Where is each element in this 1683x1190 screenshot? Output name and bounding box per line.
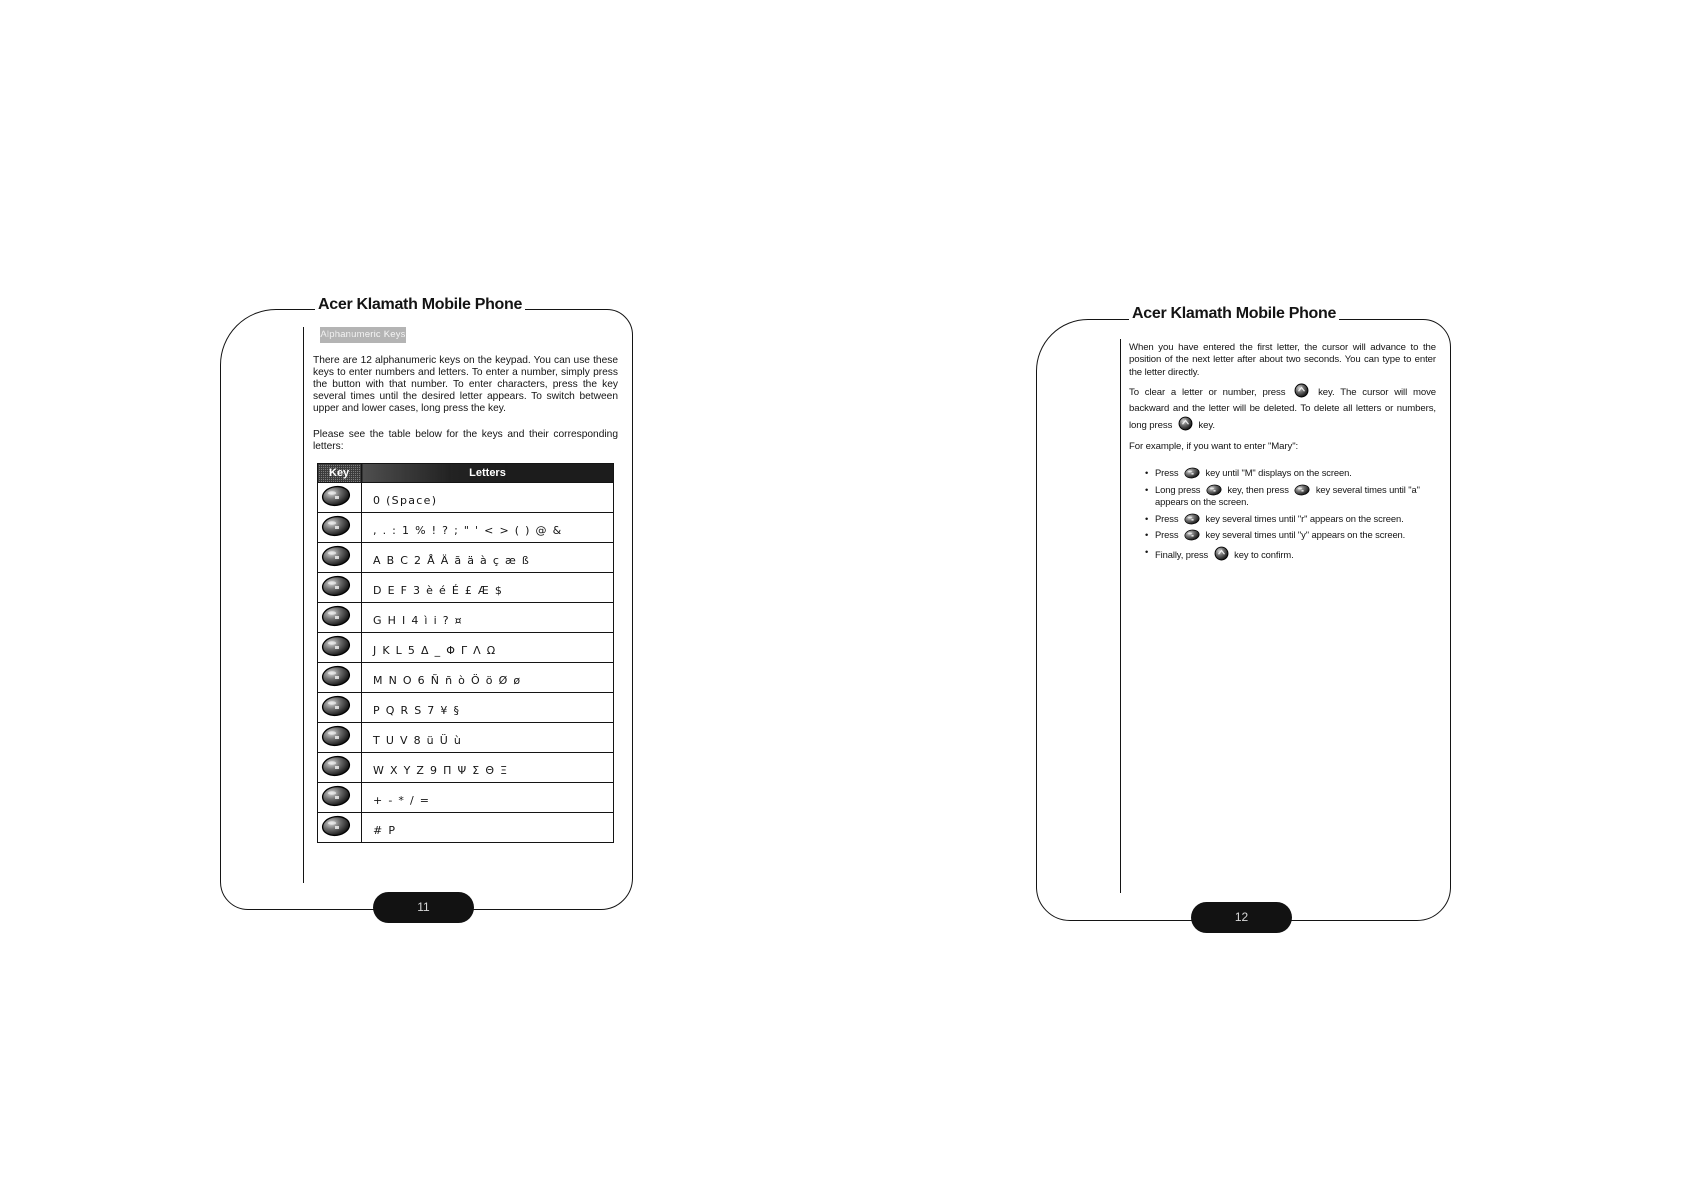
letters-cell: + - * / = xyxy=(362,783,614,813)
key-7-icon xyxy=(321,695,351,717)
step-text: Finally, press xyxy=(1155,548,1209,560)
key-column-header: Key xyxy=(318,464,362,483)
clear-key-icon xyxy=(1178,416,1193,431)
mary-steps-list xyxy=(1145,467,1437,566)
table-row xyxy=(318,693,614,723)
key-star-icon xyxy=(321,785,351,807)
list-item xyxy=(1145,529,1437,542)
margin-rule xyxy=(1120,339,1121,893)
key-cell xyxy=(318,603,362,633)
letters-cell: 0 (Space) xyxy=(362,483,614,513)
table-row xyxy=(318,573,614,603)
step-text: Long press xyxy=(1155,483,1201,495)
letters-cell: , . : 1 % ! ? ; " ' < > ( ) @ & xyxy=(362,513,614,543)
table-row xyxy=(318,633,614,663)
table-body xyxy=(318,483,614,843)
letters-column-header: Letters xyxy=(362,464,614,483)
key-cell xyxy=(318,813,362,843)
step-text: Press xyxy=(1155,512,1179,524)
table-row xyxy=(318,753,614,783)
step-text: Press xyxy=(1155,467,1179,478)
intro-paragraph: There are 12 alphanumeric keys on the keypad. You can use these keys to enter numbers and letters. To enter a number, simply press the button with that number. To enter characters, press the key several times until the desired letter appears. To switch between upper and lower cases, long press the key. xyxy=(313,355,618,414)
key-cell xyxy=(318,723,362,753)
step-text: Press xyxy=(1155,529,1179,541)
key-5-icon xyxy=(321,635,351,657)
bullet: • xyxy=(1145,483,1149,495)
step-text: key several times until "r" appears on the screen. xyxy=(1205,512,1404,524)
key-cell xyxy=(318,573,362,603)
bullet: • xyxy=(1145,529,1149,541)
table-row xyxy=(318,543,614,573)
keypad-key-icon xyxy=(1184,513,1200,525)
letters-cell: T U V 8 ü Ü ù xyxy=(362,723,614,753)
table-intro-text: Please see the table below for the keys and their corresponding letters: xyxy=(313,429,618,452)
step-text: key, then press xyxy=(1227,483,1289,495)
list-item xyxy=(1145,546,1437,562)
list-item xyxy=(1145,513,1437,526)
table-row xyxy=(318,483,614,513)
example-intro-text: For example, if you want to enter "Mary": xyxy=(1129,441,1299,452)
key-cell xyxy=(318,483,362,513)
key-cell xyxy=(318,513,362,543)
bullet: • xyxy=(1145,545,1149,557)
table-row xyxy=(318,783,614,813)
key-cell xyxy=(318,693,362,723)
key-8-icon xyxy=(321,725,351,747)
step-text: key to confirm. xyxy=(1234,548,1294,560)
key-2-icon xyxy=(321,545,351,567)
paragraph-text: key. The cursor will move backward and the letter will be deleted. To delete all letters or numbers, long press xyxy=(1129,387,1437,431)
bullet: • xyxy=(1145,512,1149,524)
cursor-advance-paragraph: When you have entered the first letter, the cursor will advance to the position of the next letter after about two seconds. You can type to enter the letter directly. xyxy=(1129,342,1436,378)
list-item xyxy=(1145,467,1437,480)
key-letters-table xyxy=(317,463,614,843)
list-item xyxy=(1145,484,1437,509)
table-row xyxy=(318,813,614,843)
clear-letter-paragraph xyxy=(1129,383,1436,434)
key-1-icon xyxy=(321,515,351,537)
key-cell xyxy=(318,543,362,573)
keypad-key-icon xyxy=(1206,484,1222,496)
step-text: key until "M" displays on the screen. xyxy=(1205,467,1352,478)
keypad-key-icon xyxy=(1294,484,1310,496)
key-9-icon xyxy=(321,755,351,777)
confirm-key-icon xyxy=(1214,546,1229,561)
step-text: key several times until "a" appears on the screen. xyxy=(1155,483,1420,508)
paragraph-text: To clear a letter or number, press xyxy=(1129,387,1286,398)
page-header-title: Acer Klamath Mobile Phone xyxy=(1129,304,1339,324)
key-cell xyxy=(318,633,362,663)
letters-cell: J K L 5 Δ _ Φ Γ Λ Ω xyxy=(362,633,614,663)
letters-cell: M N O 6 Ñ ñ ò Ö ö Ø ø xyxy=(362,663,614,693)
table-row xyxy=(318,513,614,543)
key-0-icon xyxy=(321,485,351,507)
margin-rule xyxy=(303,327,304,883)
table-row xyxy=(318,603,614,633)
letters-cell: P Q R S 7 ¥ § xyxy=(362,693,614,723)
table-row xyxy=(318,663,614,693)
table-header-row xyxy=(318,464,614,483)
section-title: Alphanumeric Keys xyxy=(320,327,406,343)
key-6-icon xyxy=(321,665,351,687)
clear-key-icon xyxy=(1294,383,1309,398)
step-text: key several times until "y" appears on the screen. xyxy=(1205,529,1406,541)
letters-cell: A B C 2 Å Ä ã ä à ç æ ß xyxy=(362,543,614,573)
key-3-icon xyxy=(321,575,351,597)
key-cell xyxy=(318,783,362,813)
paragraph-text: key. xyxy=(1198,420,1215,431)
page-header-title: Acer Klamath Mobile Phone xyxy=(315,295,525,315)
key-4-icon xyxy=(321,605,351,627)
key-hash-icon xyxy=(321,815,351,837)
bullet: • xyxy=(1145,467,1149,478)
keypad-key-icon xyxy=(1184,467,1200,479)
letters-cell: W X Y Z 9 Π Ψ Σ Θ Ξ xyxy=(362,753,614,783)
table-row xyxy=(318,723,614,753)
page-number: 12 xyxy=(1191,902,1292,933)
page-number: 11 xyxy=(373,892,474,923)
key-cell xyxy=(318,663,362,693)
key-cell xyxy=(318,753,362,783)
letters-cell: # P xyxy=(362,813,614,843)
letters-cell: G H I 4 ì i ? ¤ xyxy=(362,603,614,633)
letters-cell: D E F 3 è é É £ Æ $ xyxy=(362,573,614,603)
keypad-key-icon xyxy=(1184,529,1200,541)
